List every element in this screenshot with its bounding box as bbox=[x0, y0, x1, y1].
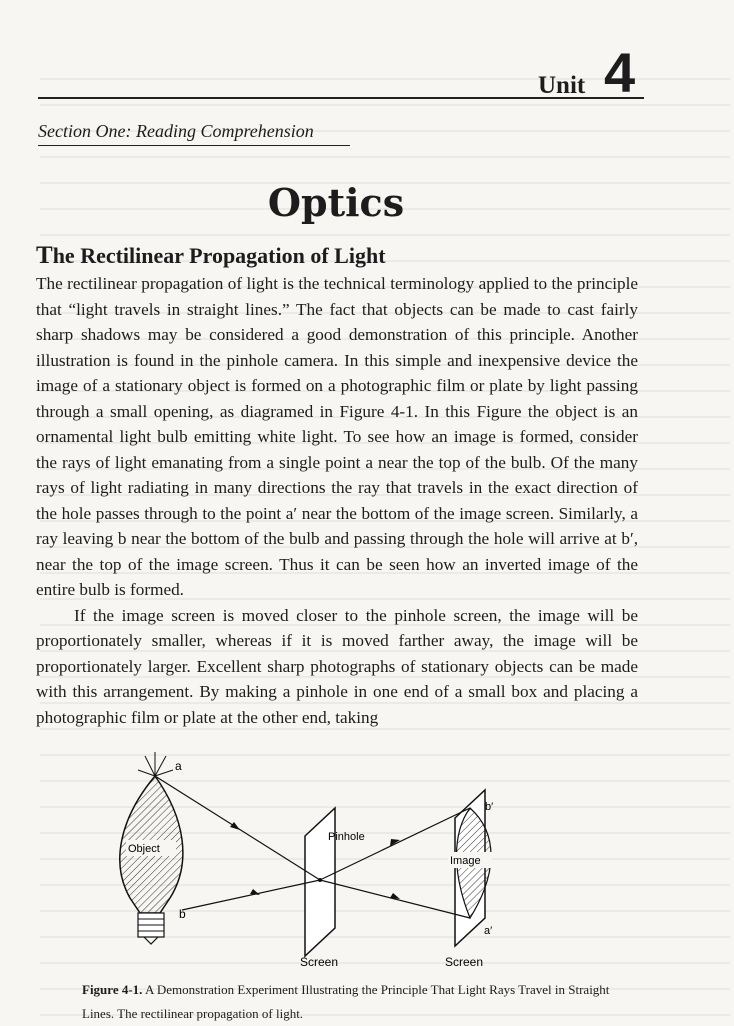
caption-text: A Demonstration Experiment Illustrating the Principle That Light Rays Travel in Straight Lines. The rectilinear propagation of light. bbox=[82, 982, 610, 1021]
body-text bbox=[36, 271, 638, 730]
figure-4-1 bbox=[100, 748, 540, 970]
subheading-initial: T bbox=[36, 242, 53, 269]
header-rule bbox=[38, 97, 644, 99]
object-label: Object bbox=[128, 843, 160, 855]
label-a: a bbox=[175, 759, 182, 773]
image-label: Image bbox=[450, 855, 481, 867]
pinhole-label: Pinhole bbox=[328, 831, 365, 843]
label-b: b bbox=[179, 907, 186, 921]
caption-label: Figure 4-1. bbox=[82, 982, 143, 997]
screen-right-label: Screen bbox=[445, 955, 484, 969]
unit-word: Unit bbox=[538, 72, 586, 99]
pinhole-diagram bbox=[100, 748, 540, 970]
unit-number: 4 bbox=[604, 41, 636, 104]
figure-caption bbox=[82, 978, 622, 1026]
paragraph-1: The rectilinear propagation of light is the technical terminology applied to the principle that “light travels in straight lines.” The fact that objects can be made to cast fairly sharp shadows may be considered a good demonstration of this principle. Another illustration is found in the pinhole camera. In this simple and inexpensive device the image of a stationary object is formed on a photographic film or plate by light passing through a small opening, as diagramed in Figure 4-1. In this Figure the object is an ornamental light bulb emitting white light. To see how an image is formed, consider the rays of light emanating from a single point a near the top of the bulb. Of the many rays of light radiating in many directions the ray that travels in the exact direction of the hole passes through to the point a′ near the bottom of the image screen. Similarly, a ray leaving b near the bottom of the bulb and passing through the hole will arrive at b′, near the top of the image screen. Thus it can be seen how an inverted image of the entire bulb is formed. bbox=[36, 274, 638, 599]
label-b-prime: b′ bbox=[485, 801, 494, 813]
emitting-rays bbox=[138, 752, 173, 776]
paragraph-2: If the image screen is moved closer to the pinhole screen, the image will be proportionately smaller, whereas if it is moved farther away, the image will be proportionately larger. Excellent sharp photographs of stationary objects can be made with this arrangement. By making a pinhole in one end of a small box and placing a photographic film or plate at the other end, taking bbox=[36, 605, 638, 727]
section-underline bbox=[38, 145, 350, 146]
section-label: Section One: Reading Comprehension bbox=[38, 121, 314, 141]
subheading-text: he Rectilinear Propagation of Light bbox=[52, 243, 386, 268]
unit-header bbox=[538, 40, 648, 104]
label-a-prime: a′ bbox=[484, 925, 493, 937]
page-title: Optics bbox=[267, 180, 405, 225]
screen-left-label: Screen bbox=[300, 955, 339, 969]
subheading bbox=[36, 242, 386, 270]
